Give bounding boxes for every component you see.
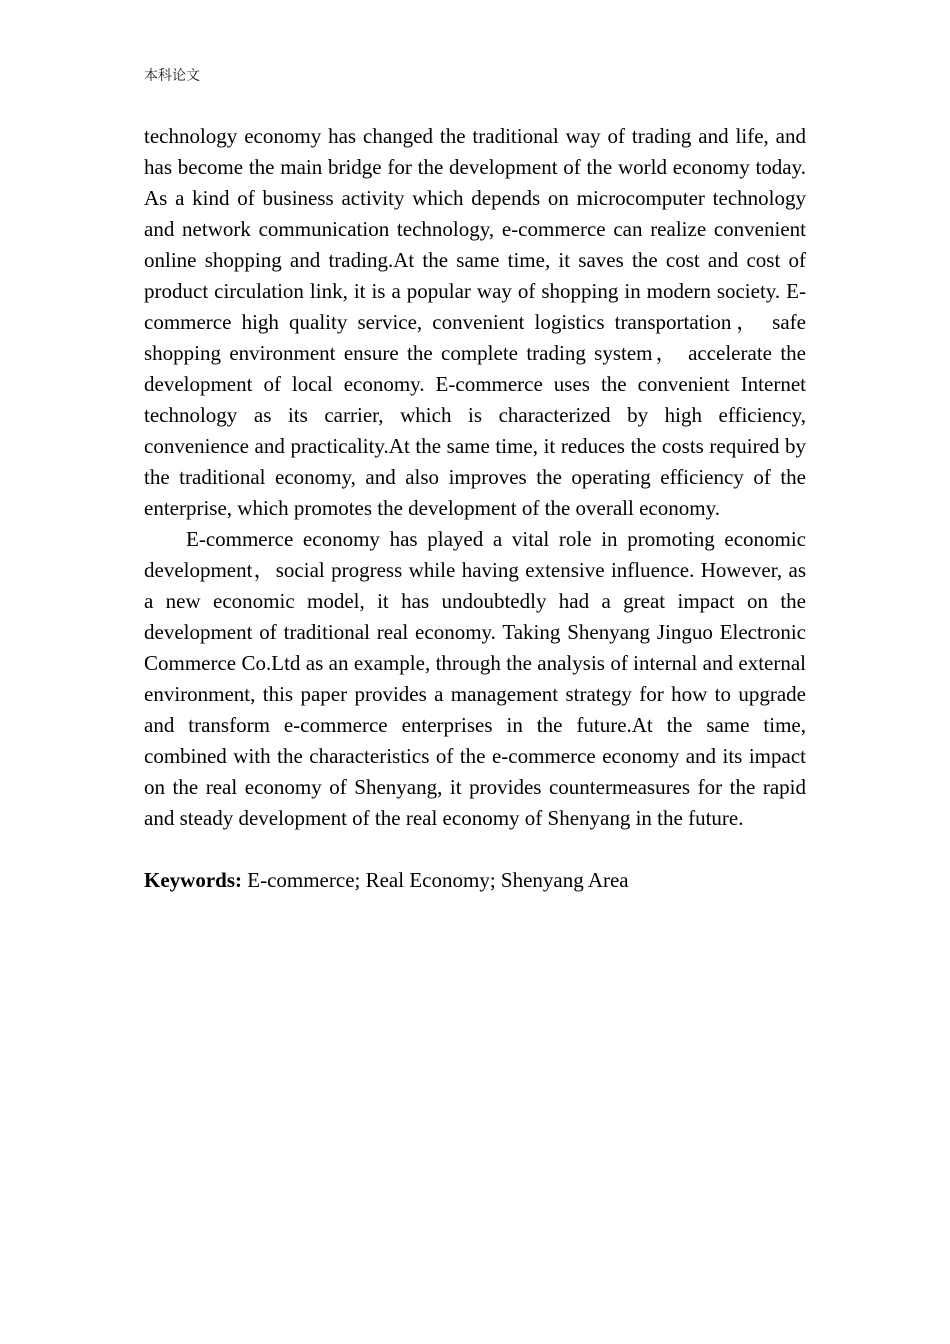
running-header: 本科论文 bbox=[144, 68, 200, 84]
keywords-line bbox=[144, 865, 806, 896]
abstract-body bbox=[144, 121, 806, 896]
abstract-paragraph-1: technology economy has changed the traditional way of trading and life, and has become the main bridge for the development of the world economy today. As a kind of business activity which depends on microcomputer technology and network communication technology, e-commerce can realize convenient online shopping and trading.At the same time, it saves the cost and cost of product circulation link, it is a popular way of shopping in modern society. E-commerce high quality service, convenient logistics transportation， safe shopping environment ensure the complete trading system， accelerate the development of local economy. E-commerce uses the convenient Internet technology as its carrier, which is characterized by high efficiency, convenience and practicality.At the same time, it reduces the costs required by the traditional economy, and also improves the operating efficiency of the enterprise, which promotes the development of the overall economy. bbox=[144, 124, 806, 520]
abstract-paragraph-2: E-commerce economy has played a vital role in promoting economic development，social progress while having extensive influence. However, as a new economic model, it has undoubtedly had a great impact on the development of traditional real economy. Taking Shenyang Jinguo Electronic Commerce Co.Ltd as an example, through the analysis of internal and external environment, this paper provides a management strategy for how to upgrade and transform e-commerce enterprises in the future.At the same time, combined with the characteristics of the e-commerce economy and its impact on the real economy of Shenyang, it provides countermeasures for the rapid and steady development of the real economy of Shenyang in the future. bbox=[144, 527, 806, 830]
keywords-label: Keywords: bbox=[144, 868, 242, 892]
keywords-text: E-commerce; Real Economy; Shenyang Area bbox=[247, 868, 629, 892]
